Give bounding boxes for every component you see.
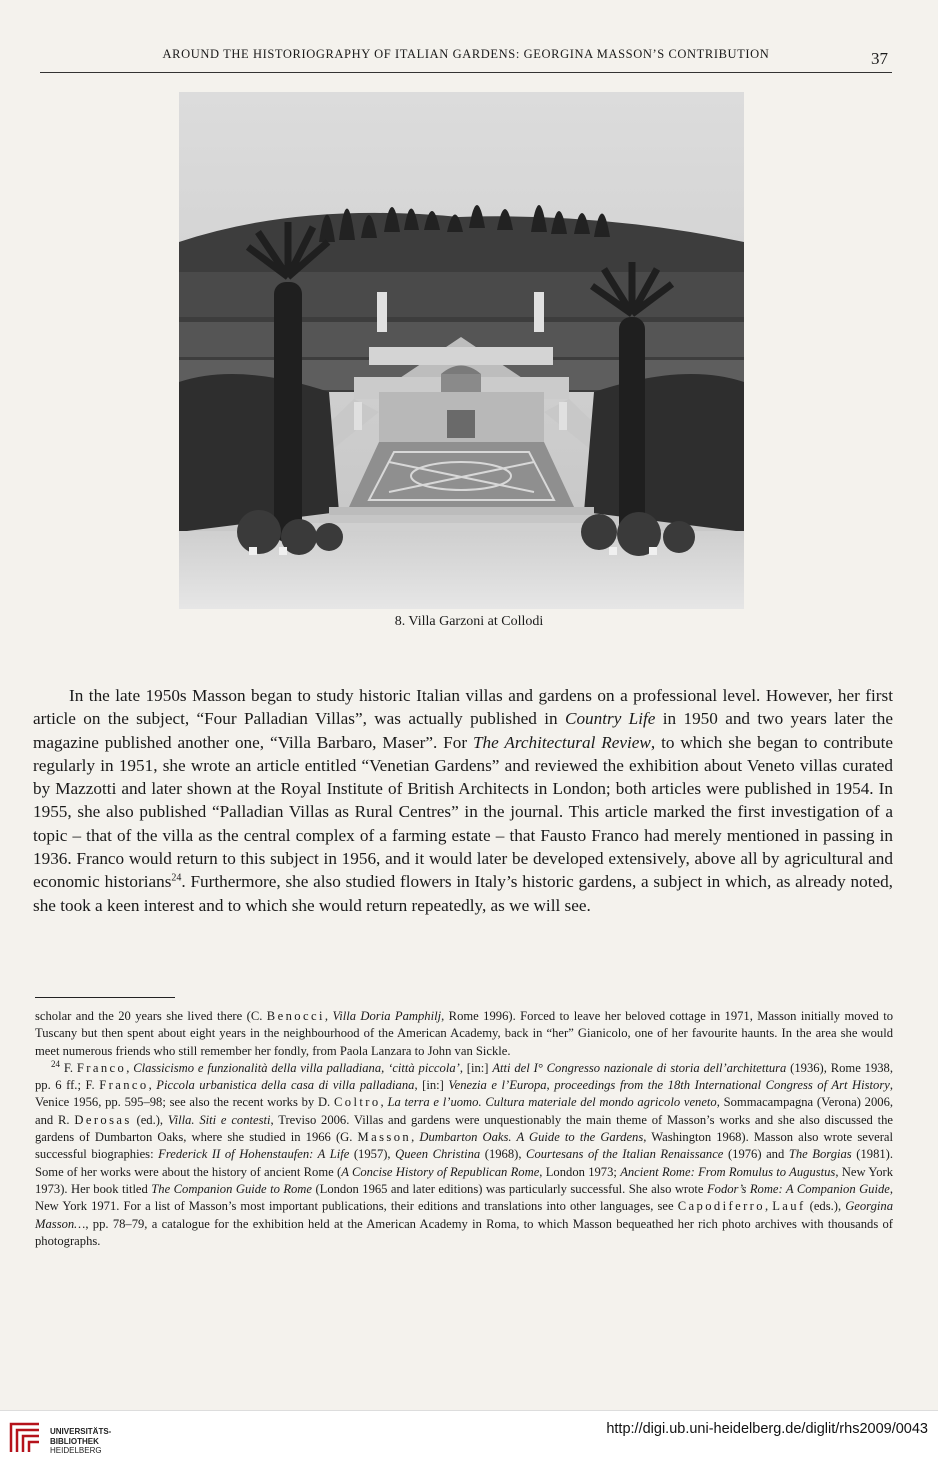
fn-author: Capodiferro [677, 1199, 765, 1214]
body-text-segment: . Furthermore, she also studied flowers in Italy’s historic gardens, a subject in which, as already noted, she took a keen interest and to which she would return repeatedly, as we will see. [33, 872, 893, 915]
garden-photo-illustration [179, 92, 744, 609]
fn-text: , Rome 1996). Forced to leave her beloved cottage in 1971, Masson initially moved to Tuscany but then spent about eight years in the neighbourhood of the American Academy, back in “her” Gianicolo, one of her favourite haunts. In the area she would meet numerous friends who still remember her fondly, from Paola Lanzara to John van Sickle. [35, 1009, 893, 1058]
fn-title: La terra e l’uomo. Cultura materiale del mondo agricolo veneto [387, 1095, 717, 1110]
running-title: AROUND THE HISTORIOGRAPHY OF ITALIAN GARDENS: GEORGINA MASSON’S CONTRIBUTION [162, 47, 770, 61]
fn-title: Classicismo e funzionalità della villa palladiana, ‘città piccola’ [133, 1060, 460, 1075]
library-name-line: BIBLIOTHEK [50, 1436, 99, 1446]
fn-author: Masson [357, 1130, 412, 1145]
fn-text: , London 1973; [539, 1164, 621, 1179]
fn-title: Queen Christina [395, 1147, 481, 1162]
fn-author: Benocci [266, 1009, 325, 1023]
body-text-segment: , to which she began to contribute regularly in 1951, she wrote an article entitled “Venetian Gardens” and reviewed the exhibition about Veneto villas curated by Mazzotti and later shown at the Royal Institute of British Architects in London; both articles were published in 1954. In 1955, she also published “Palladian Villas as Rural Centres” in the journal. This article marked the first investigation of a topic – that of the villa as the central complex of a farming estate – that Fausto Franco had merely mentioned in passing in 1936. Franco would return to this subject in 1956, and it would later be developed extensively, above all by agricultural and economic historians [33, 732, 894, 892]
fn-text: (1976) and [723, 1147, 789, 1162]
fn-title: Georgina Masson… [35, 1199, 893, 1231]
footnote-reference[interactable]: 24 [171, 872, 182, 884]
library-name-line: HEIDELBERG [50, 1446, 102, 1455]
fn-text: , [126, 1060, 134, 1075]
fn-text: , New York 1971. For a list of Masson’s most important publications, their editions and translations into other languages, see [35, 1181, 893, 1214]
fn-text: (1957), [349, 1147, 396, 1162]
fn-text: F. [60, 1060, 77, 1075]
fn-title: Dumbarton Oaks. A Guide to the Gardens [419, 1130, 644, 1145]
fn-author: Franco [99, 1078, 149, 1093]
body-text-segment: In the late 1950s Masson began to study historic Italian villas and gardens on a professional level. However, her first article on the subject, “Four Palladian Villas”, was actually published in [33, 686, 893, 729]
fn-author: Coltro [333, 1095, 381, 1110]
fn-text: , Venice 1956, pp. 595–98; see also the recent works by D. [35, 1078, 893, 1110]
fn-title: Villa Doria Pamphilj [332, 1009, 442, 1023]
running-header [40, 47, 892, 73]
fn-author: Lauf [772, 1199, 806, 1214]
fn-text: , [in:] [414, 1078, 449, 1093]
fn-text: , Treviso 2006. Villas and gardens were unquestionably the main theme of Masson’s works and she also discussed the gardens of Dumbarton Oaks, where she studied in 1966 (G. [35, 1112, 894, 1145]
fn-title: Venezia e l’Europa, proceedings from the 18th International Congress of Art History [448, 1078, 890, 1093]
library-name [50, 1427, 111, 1456]
fn-text: (eds.), [805, 1199, 846, 1214]
footnote-number: 24 [51, 1058, 60, 1069]
body-italic-title: The Architectural Review [472, 732, 651, 752]
fn-text: , [148, 1078, 157, 1093]
fn-title: Piccola urbanistica della casa di villa palladiana [156, 1078, 415, 1093]
fn-title: The Companion Guide to Rome [151, 1181, 312, 1196]
fn-title: The Borgias [788, 1147, 852, 1162]
footnote-continuation [35, 1008, 893, 1060]
library-logo-icon [8, 1421, 42, 1455]
fn-text: , Washington 1968). Masson also wrote several successful biographies: [35, 1130, 893, 1162]
footnote-divider [35, 997, 175, 998]
fn-text: (1936), Rome 1938, pp. 6 ff.; F. [35, 1060, 893, 1093]
figure-caption: 8. Villa Garzoni at Collodi [394, 614, 544, 629]
fn-text: , [324, 1009, 333, 1023]
fn-text: scholar and the 20 years she lived there (C. [35, 1009, 267, 1023]
fn-title: Fodor’s Rome: A Companion Guide [706, 1181, 890, 1196]
fn-author: Derosas [74, 1112, 132, 1127]
fn-title: Ancient Rome: From Romulus to Augustus [620, 1164, 836, 1179]
fn-text: , [411, 1130, 420, 1145]
digitization-footer [0, 1410, 938, 1474]
fn-text: (1981). Some of her works were about the history of ancient Rome ( [35, 1147, 894, 1179]
fn-text: , Sommacampagna (Verona) 2006, and R. [35, 1095, 894, 1127]
body-paragraph [33, 684, 893, 917]
body-italic-title: Country Life [564, 709, 656, 729]
fn-text: , [380, 1095, 388, 1110]
villa-garzoni-photo [179, 92, 744, 609]
library-name-line: UNIVERSITÄTS- [50, 1427, 112, 1436]
fn-title: Frederick II of Hohenstaufen: A Life [158, 1147, 350, 1162]
fn-text: (ed.), [131, 1112, 168, 1127]
fn-title: Atti del I° Congresso nazionale di storia dell’architettura [492, 1060, 787, 1075]
body-text-segment: in 1950 and two years later the magazine published another one, “Villa Barbaro, Maser”. For [33, 709, 894, 752]
fn-text: , [764, 1199, 773, 1214]
fn-text: (London 1965 and later editions) was particularly successful. She also wrote [312, 1181, 707, 1196]
fn-title: A Concise History of Republican Rome [341, 1164, 540, 1179]
footnotes [35, 1008, 893, 1250]
fn-title: Villa. Siti e contesti [167, 1112, 271, 1127]
fn-text: , New York 1973). Her book titled [35, 1164, 893, 1196]
fn-author: Franco [76, 1060, 127, 1075]
fn-text: (1968), [480, 1147, 527, 1162]
fn-title: Courtesans of the Italian Renaissance [526, 1147, 724, 1162]
footnote-24 [35, 1060, 893, 1250]
page-number: 37 [871, 49, 888, 68]
permalink-url[interactable]: http://digi.ub.uni-heidelberg.de/diglit/rhs2009/0043 [606, 1421, 928, 1437]
fn-text: , [in:] [459, 1060, 493, 1075]
fn-text: , pp. 78–79, a catalogue for the exhibition held at the American Academy in Roma, to which Masson bequeathed her rich photo archives with thousands of photographs. [35, 1216, 893, 1248]
